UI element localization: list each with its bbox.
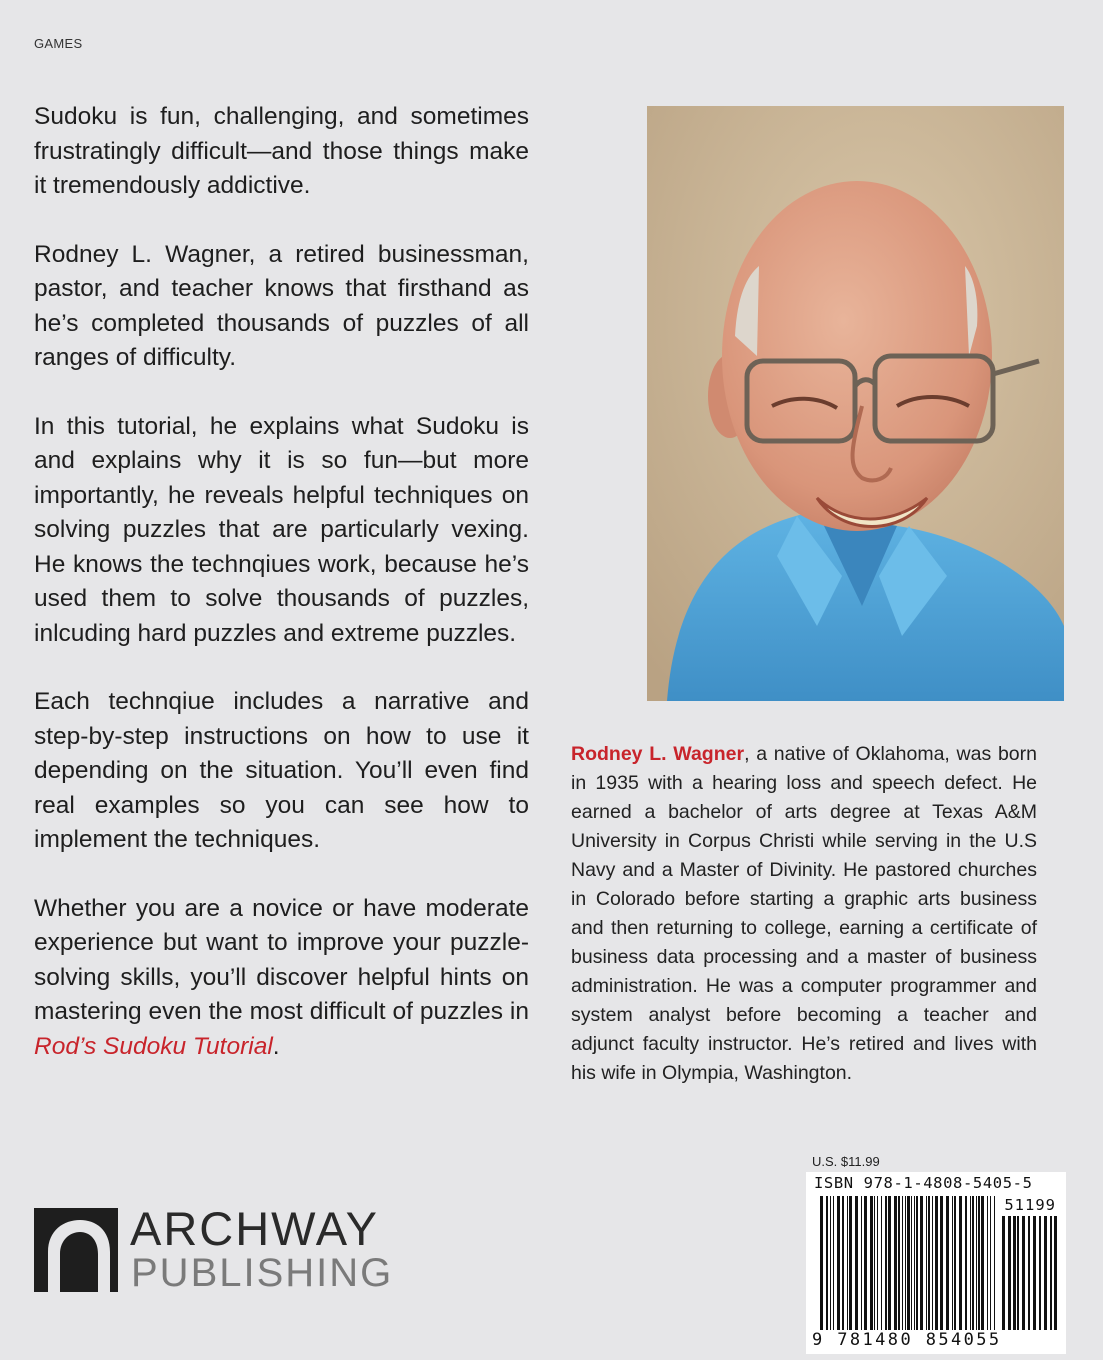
- barcode-bar: [874, 1196, 875, 1330]
- barcode-bar: [954, 1196, 956, 1330]
- barcode-bar: [976, 1196, 977, 1330]
- blurb-paragraph-2: Rodney L. Wagner, a retired businessman, pastor, and teacher knows that firsthand as he’s completed thousands of puzzles of all ranges of difficulty.: [34, 240, 529, 371]
- barcode-bar: [965, 1196, 967, 1330]
- barcode-bar: [1013, 1216, 1016, 1330]
- barcode-bar: [1050, 1216, 1052, 1330]
- barcode-bar: [932, 1196, 933, 1330]
- barcode-bar: [830, 1196, 831, 1330]
- barcode-bar: [1017, 1216, 1019, 1330]
- barcode-bar: [916, 1196, 918, 1330]
- author-bio-text: , a native of Oklahoma, was born in 1935 with a hearing loss and speech defect. He earned a bachelor of arts degree at Texas A&M University in Corpus Christi while serving in the U.S Navy and a Master of Divinity. He pastored churches in Colorado before starting a graphic arts business and then returning to college, earning a certificate of business data processing and a master of business administration. He was a computer programmer and system analyst before becoming a teacher and adjunct faculty instructor. He’s retired and lives with his wife in Olympia, Washington.: [571, 743, 1037, 1084]
- isbn-barcode: [806, 1172, 1066, 1354]
- blurb-paragraph-1: Sudoku is fun, challenging, and sometimes frustratingly difficult—and those things make it tremendously addictive.: [34, 103, 529, 199]
- barcode-bar: [990, 1196, 991, 1330]
- barcode-bar: [959, 1196, 962, 1330]
- back-cover-blurb: [34, 100, 529, 1098]
- barcode-bar: [994, 1196, 995, 1330]
- publisher-name-line1: ARCHWAY: [130, 1202, 379, 1255]
- blurb-paragraph-3: In this tutorial, he explains what Sudoku is and explains why it is so fun—but more importantly, he reveals helpful techniques on solving puzzles that are particularly vexing. He knows the technqiues work, because he’s used them to solve thousands of puzzles, inlcuding hard puzzles and extreme puzzles.: [34, 412, 529, 647]
- barcode-bar: [837, 1196, 840, 1330]
- blurb-p5-end: .: [272, 1032, 280, 1060]
- price-addon-code: 51199: [1004, 1196, 1056, 1214]
- archway-arch-icon: [34, 1208, 118, 1292]
- barcode-bar: [1044, 1216, 1047, 1330]
- barcode-bar: [885, 1196, 887, 1330]
- barcode-bar: [1008, 1216, 1011, 1330]
- barcode-bar: [981, 1196, 984, 1330]
- barcode-bar: [946, 1196, 949, 1330]
- barcode-bar: [907, 1196, 910, 1330]
- barcode-bar: [849, 1196, 852, 1330]
- barcode-bar: [935, 1196, 938, 1330]
- barcode-bar: [1002, 1216, 1005, 1330]
- barcode-bar: [978, 1196, 980, 1330]
- barcode-bar: [920, 1196, 923, 1330]
- barcode-bar: [940, 1196, 943, 1330]
- barcode-bar: [877, 1196, 878, 1330]
- barcode-bar: [833, 1196, 834, 1330]
- blurb-paragraph-5: [34, 892, 529, 1065]
- barcode-bar: [820, 1196, 823, 1330]
- barcode-bar: [928, 1196, 930, 1330]
- barcode-bar: [855, 1196, 858, 1330]
- price-label: U.S. $11.99: [812, 1154, 880, 1169]
- barcode-bar: [861, 1196, 862, 1330]
- barcode-bar: [842, 1196, 844, 1330]
- barcode-bar: [972, 1196, 974, 1330]
- barcode-bar: [1022, 1216, 1025, 1330]
- barcode-bar: [898, 1196, 900, 1330]
- barcode-bar: [881, 1196, 882, 1330]
- barcode-bar: [1039, 1216, 1041, 1330]
- category-label: GAMES: [34, 36, 83, 51]
- barcode-bar: [926, 1196, 927, 1330]
- publisher-logo: [34, 1202, 424, 1295]
- barcode-bar: [905, 1196, 906, 1330]
- barcode-bar: [888, 1196, 891, 1330]
- barcode-bar: [911, 1196, 912, 1330]
- barcode-bar: [1033, 1216, 1036, 1330]
- blurb-paragraph-4: Each technqiue includes a narrative and step-by-step instructions on how to use it depending on the situation. You’ll even find real examples so you can see how to implement the techniques.: [34, 688, 529, 853]
- barcode-bar: [870, 1196, 873, 1330]
- publisher-name-line2: PUBLISHING: [131, 1251, 394, 1295]
- barcode-bar: [952, 1196, 953, 1330]
- author-bio: [571, 740, 1037, 1088]
- barcode-bar: [970, 1196, 971, 1330]
- author-name: Rodney L. Wagner: [571, 743, 745, 765]
- barcode-bar: [864, 1196, 867, 1330]
- ean-digits: 9 781480 854055: [812, 1330, 1002, 1350]
- blurb-p5-lead: Whether you are a novice or have moderate experience but want to improve your puzzle-solving skills, you’ll discover helpful hints on mastering even the most difficult of puzzles in: [34, 894, 529, 1025]
- barcode-bar: [847, 1196, 848, 1330]
- author-portrait-icon: [647, 106, 1064, 701]
- barcode-bar: [1028, 1216, 1030, 1330]
- barcode-bar: [826, 1196, 828, 1330]
- barcode-bar: [902, 1196, 903, 1330]
- author-photo: [647, 106, 1064, 701]
- barcode-bar: [894, 1196, 897, 1330]
- barcode-bar: [987, 1196, 988, 1330]
- barcode-bar: [1054, 1216, 1057, 1330]
- isbn-number: ISBN 978-1-4808-5405-5: [814, 1174, 1033, 1192]
- barcode-bar: [914, 1196, 915, 1330]
- book-title-reference: Rod’s Sudoku Tutorial: [34, 1032, 273, 1060]
